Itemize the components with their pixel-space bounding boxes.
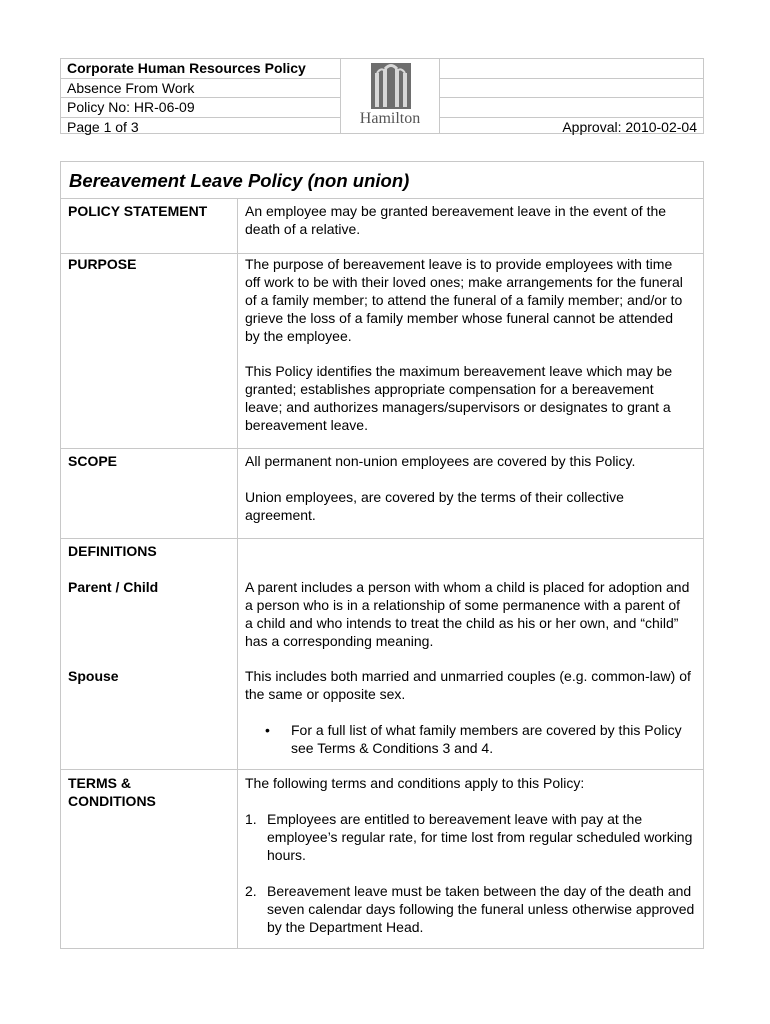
parent-child-label: Parent / Child <box>68 579 159 595</box>
terms-label-line-1: TERMS & <box>68 775 131 791</box>
header-blank-row <box>440 98 703 118</box>
column-divider <box>237 199 238 948</box>
scope-paragraph-2: Union employees, are covered by the terms of their collective agreement. <box>245 489 624 523</box>
purpose-paragraph-2: This Policy identifies the maximum bereavement leave which may be granted; establishes appropriate compensation for a bereavement leave; and authorizes managers/supervisors or designates to grant a bereavement leave. <box>245 363 673 433</box>
policy-statement-label: POLICY STATEMENT <box>68 203 208 219</box>
logo-wordmark: Hamilton <box>359 110 421 127</box>
document-header <box>60 58 704 134</box>
purpose-label: PURPOSE <box>68 256 137 272</box>
scope-paragraph-1: All permanent non-union employees are covered by this Policy. <box>245 453 636 469</box>
header-page-number: Page 1 of 3 <box>67 118 139 135</box>
hamilton-logo <box>340 59 440 133</box>
header-policy-category: Corporate Human Resources Policy <box>61 59 340 79</box>
terms-item-number: 1. <box>245 811 257 827</box>
policy-title: Bereavement Leave Policy (non union) <box>61 162 703 199</box>
terms-label-line-2: CONDITIONS <box>68 793 156 809</box>
row-divider <box>61 538 703 539</box>
policy-statement-text: An employee may be granted bereavement leave in the event of the death of a relative. <box>245 203 667 237</box>
city-logo-icon <box>371 63 411 109</box>
row-divider <box>61 253 703 254</box>
purpose-paragraph-1: The purpose of bereavement leave is to provide employees with time off work to be with their loved ones; make arrangements for the funeral of a family member; to attend the funeral of a family member; and/or to grieve the loss of a family member whose funeral cannot be attended by the employee. <box>245 256 683 344</box>
scope-label: SCOPE <box>68 453 118 469</box>
header-policy-number: Policy No: HR-06-09 <box>61 98 340 118</box>
header-approval-column <box>440 59 703 133</box>
spouse-bullet-text: For a full list of what family members are covered by this Policy see Terms & Conditions 3 and 4. <box>291 722 682 756</box>
definitions-label: DEFINITIONS <box>68 543 157 559</box>
policy-table <box>60 161 704 949</box>
spouse-label: Spouse <box>68 668 119 684</box>
terms-intro: The following terms and conditions apply to this Policy: <box>245 775 585 791</box>
terms-item-number: 2. <box>245 883 257 899</box>
row-divider <box>61 769 703 770</box>
terms-item-text: Bereavement leave must be taken between the day of the death and seven calendar days following the funeral unless otherwise approved by the Department Head. <box>267 883 695 935</box>
parent-child-definition: A parent includes a person with whom a child is placed for adoption and a person who is in a relationship of some permanence with a parent of a child and who intends to treat the child as his or her own, and “child” has a corresponding meaning. <box>245 579 690 649</box>
header-info <box>61 59 340 133</box>
row-divider <box>61 448 703 449</box>
bullet-icon: • <box>265 722 270 738</box>
header-blank-row <box>440 79 703 99</box>
spouse-definition: This includes both married and unmarried couples (e.g. common-law) of the same or opposite sex. <box>245 668 691 702</box>
header-blank-row <box>440 59 703 79</box>
header-approval-date: Approval: 2010-02-04 <box>562 118 697 135</box>
terms-item-text: Employees are entitled to bereavement leave with pay at the employee’s regular rate, for time lost from regular scheduled working hours. <box>267 811 693 863</box>
header-section: Absence From Work <box>61 79 340 99</box>
